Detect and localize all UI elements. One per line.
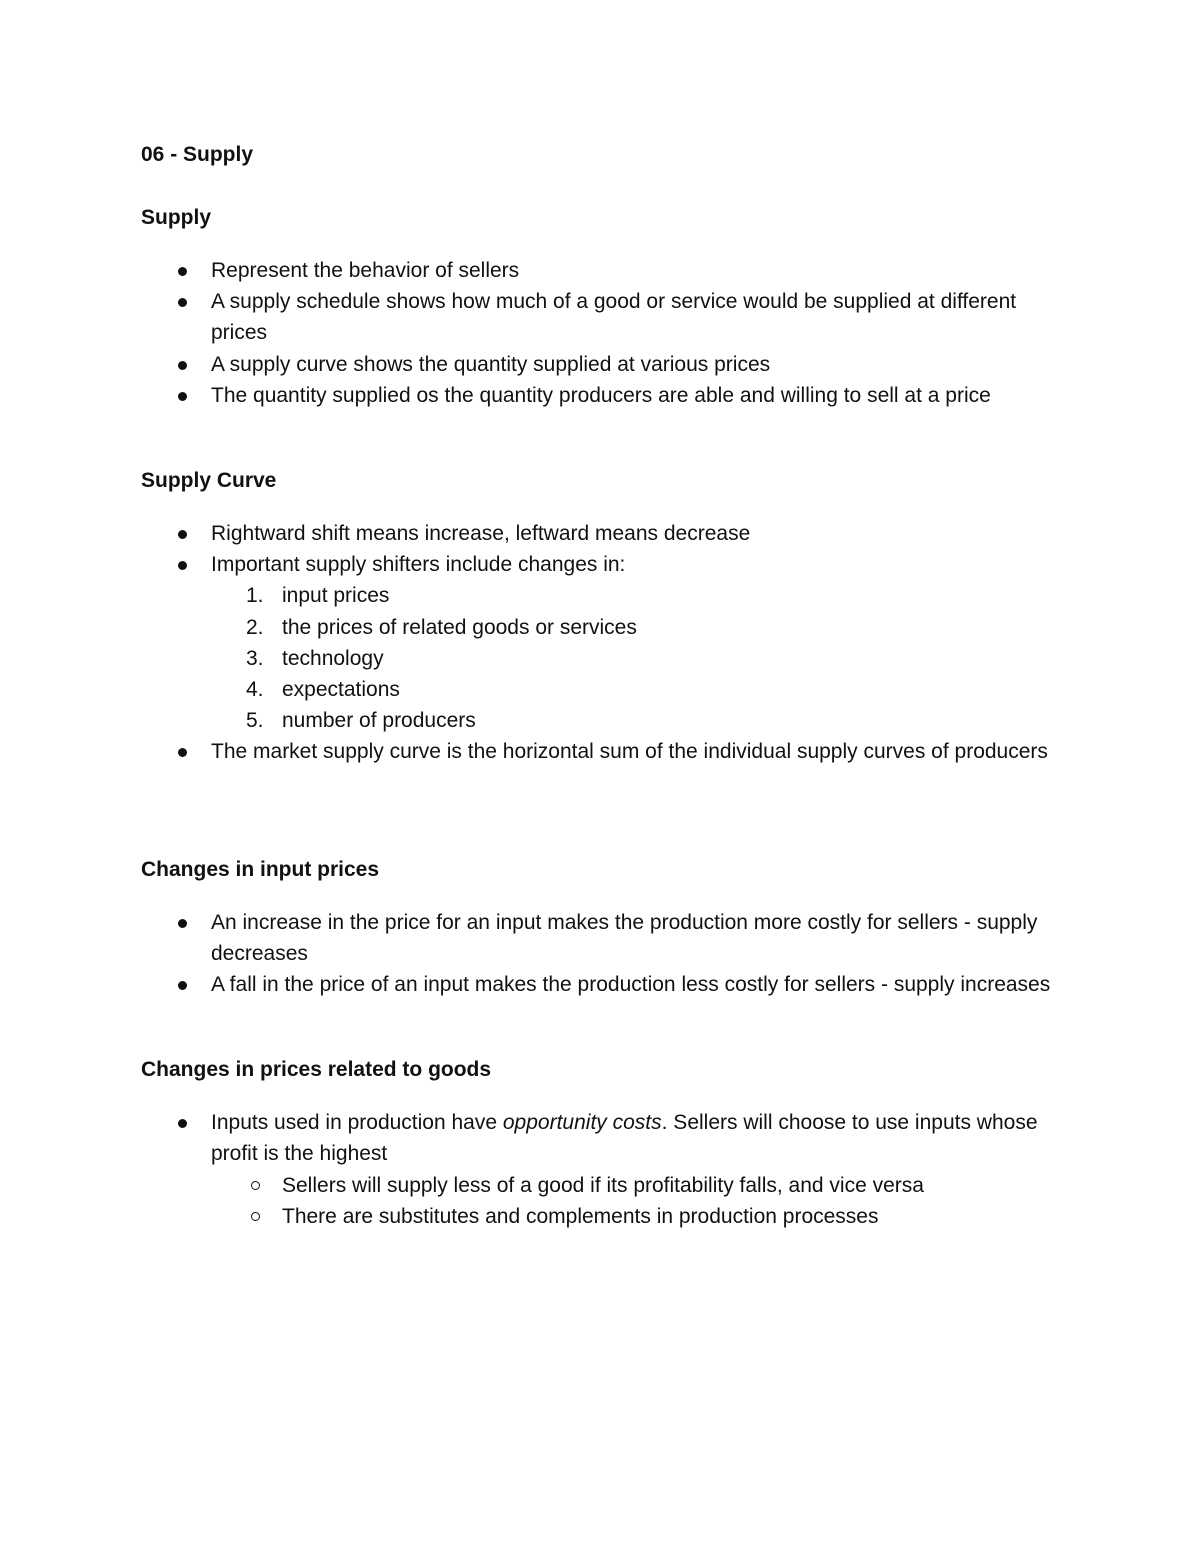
list-item: There are substitutes and complements in production processes xyxy=(211,1201,1061,1232)
list-item: A fall in the price of an input makes the production less costly for sellers - supply increases xyxy=(141,969,1061,1000)
bullet-icon xyxy=(178,392,187,401)
bullet-icon xyxy=(178,981,187,990)
list-item: 1. input prices xyxy=(246,584,390,608)
list-item: 2. the prices of related goods or services xyxy=(246,615,637,639)
document-page xyxy=(141,139,1061,1232)
bullet-icon xyxy=(178,1119,187,1128)
list-item: 4. expectations xyxy=(246,678,400,702)
bullet-icon xyxy=(178,919,187,928)
hollow-bullet-icon xyxy=(251,1181,260,1190)
supply-bullet-list xyxy=(141,255,1061,411)
bullet-icon xyxy=(178,748,187,757)
bullet-icon xyxy=(178,298,187,307)
list-item: Inputs used in production have opportunity costs. Sellers will choose to use inputs whose profit is the highest Sellers will supply less of a good if its profitability falls, and vice versa There are substitutes and complements in production processes xyxy=(141,1107,1061,1232)
list-item: A supply curve shows the quantity supplied at various prices xyxy=(141,349,1061,380)
bullet-icon xyxy=(178,561,187,570)
bullet-icon xyxy=(178,530,187,539)
bullet-icon xyxy=(178,267,187,276)
list-item: An increase in the price for an input makes the production more costly for sellers - supply decreases xyxy=(141,907,1061,969)
section-heading-related-goods: Changes in prices related to goods xyxy=(141,1058,492,1082)
list-item: Important supply shifters include changes in: 1. input prices 2. the prices of related goods or services 3. technology 4. expectations 5. number of producers xyxy=(141,549,1061,736)
supply-shifters-list xyxy=(211,580,1061,736)
list-item: 3. technology xyxy=(246,646,384,670)
section-heading-supply-curve: Supply Curve xyxy=(141,469,277,493)
hollow-bullet-icon xyxy=(251,1212,260,1221)
related-goods-bullet-list xyxy=(141,1107,1061,1232)
related-goods-sub-list xyxy=(211,1170,1061,1232)
input-prices-bullet-list xyxy=(141,907,1061,1001)
opportunity-costs-emphasis: opportunity costs xyxy=(502,1111,662,1135)
list-item: A supply schedule shows how much of a good or service would be supplied at different prices xyxy=(141,286,1061,348)
list-item: Rightward shift means increase, leftward means decrease xyxy=(141,518,1061,549)
section-heading-supply: Supply xyxy=(141,206,212,229)
section-heading-input-prices: Changes in input prices xyxy=(141,857,380,881)
supply-curve-bullet-list xyxy=(141,518,1061,768)
document-title: 06 - Supply xyxy=(141,143,254,166)
bullet-icon xyxy=(178,361,187,370)
list-item: The market supply curve is the horizontal sum of the individual supply curves of producers xyxy=(141,736,1061,767)
list-item: The quantity supplied os the quantity producers are able and willing to sell at a price xyxy=(141,380,1061,411)
list-item: 5. number of producers xyxy=(246,709,476,733)
list-item: Sellers will supply less of a good if its profitability falls, and vice versa xyxy=(211,1170,1061,1201)
list-item: Represent the behavior of sellers xyxy=(141,255,1061,286)
